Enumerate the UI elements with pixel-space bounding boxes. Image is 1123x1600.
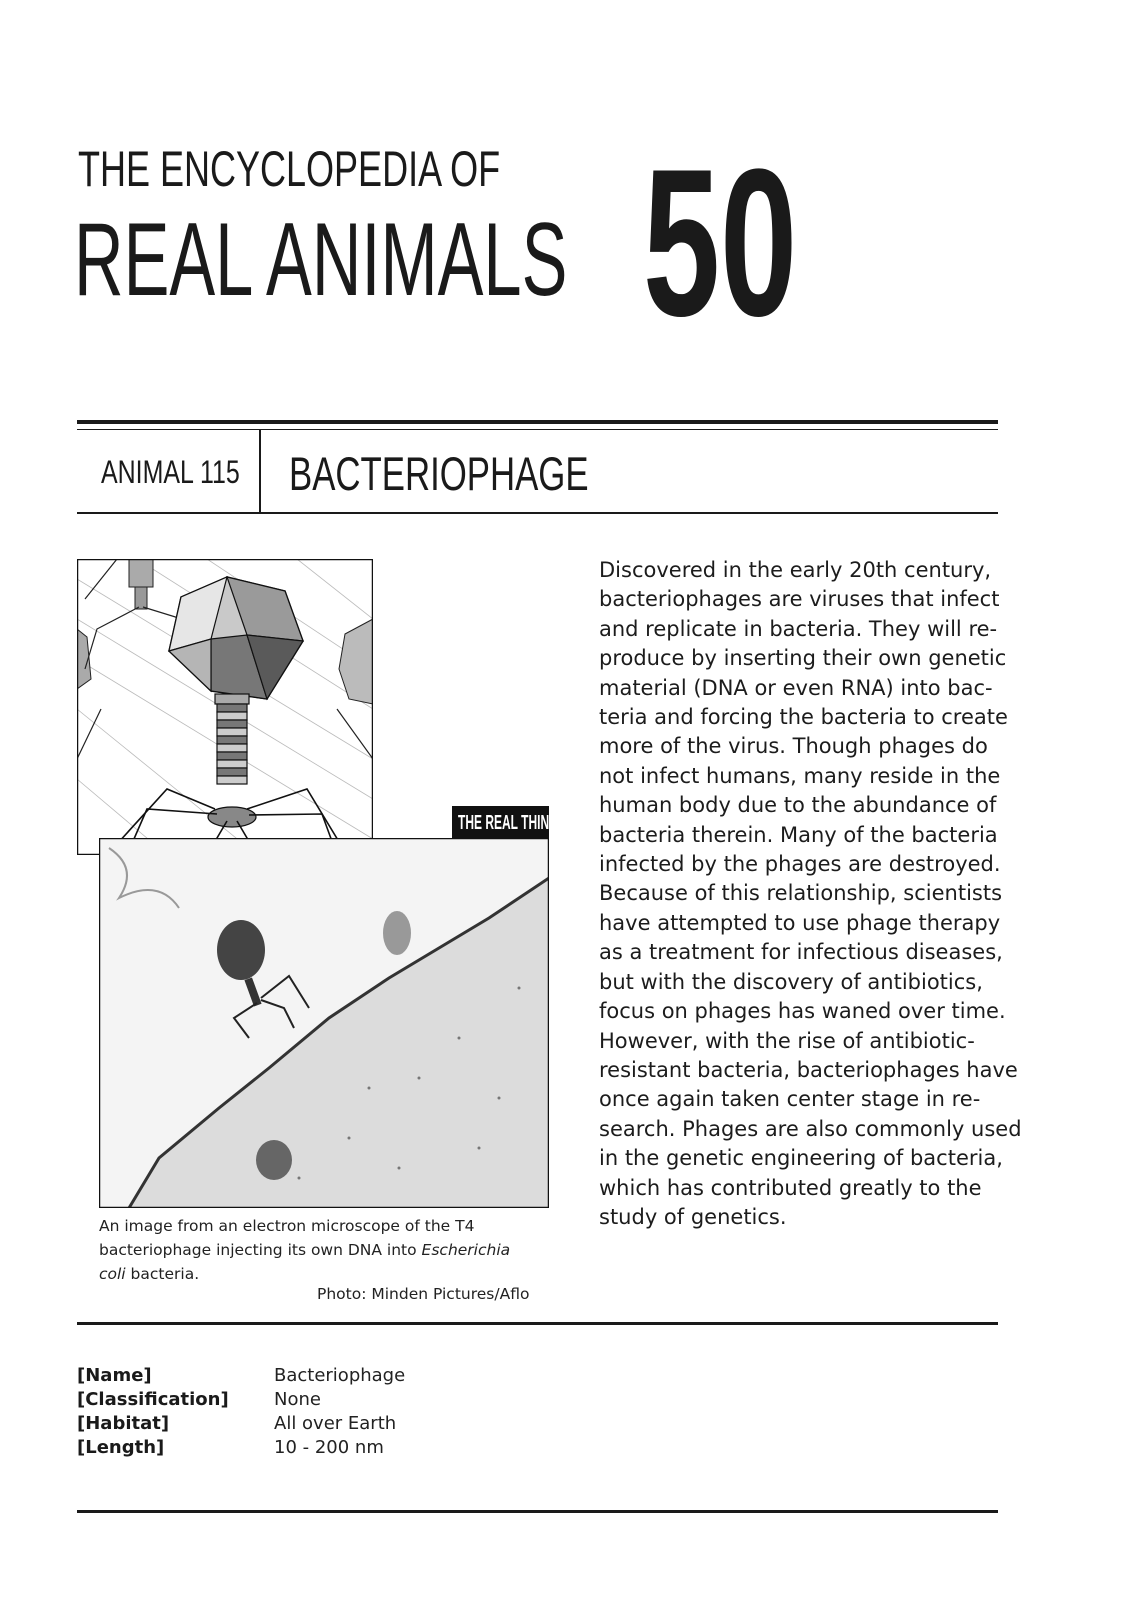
- body-line: search. Phages are also commonly used: [599, 1116, 1022, 1141]
- caption-end: bacteria.: [125, 1265, 200, 1283]
- title-line-2: REAL ANIMALS: [74, 202, 568, 318]
- stat-value: None: [274, 1389, 321, 1410]
- title-number: 50: [643, 125, 798, 360]
- stat-label: [Name]: [77, 1365, 152, 1386]
- stat-label: [Habitat]: [77, 1413, 170, 1434]
- body-line: in the genetic engineering of bacteria,: [599, 1146, 1003, 1171]
- stat-value: All over Earth: [274, 1413, 397, 1434]
- caption-text: An image from an electron microscope of the T4 bacteriophage injecting its own DNA into: [99, 1217, 475, 1259]
- stat-label: [Length]: [77, 1437, 165, 1458]
- body-line: once again taken center stage in re-: [599, 1087, 981, 1112]
- bacteriophage-illustration: [77, 559, 373, 855]
- body-line: focus on phages has waned over time.: [599, 999, 1006, 1024]
- stat-row-length: [77, 1437, 677, 1461]
- real-thing-label: THE REAL THING: [458, 812, 559, 834]
- animal-name: BACTERIOPHAGE: [289, 447, 589, 500]
- body-line: Because of this relationship, scientists: [599, 881, 1003, 906]
- body-line: resistant bacteria, bacteriophages have: [599, 1057, 1018, 1082]
- body-line: material (DNA or even RNA) into bac-: [599, 675, 993, 700]
- body-line: bacteria therein. Many of the bacteria: [599, 822, 998, 847]
- animal-number: ANIMAL 115: [101, 454, 240, 490]
- photo-credit: Photo: Minden Pictures/Aflo: [317, 1285, 530, 1303]
- stat-value: Bacteriophage: [274, 1365, 406, 1386]
- body-text: [599, 556, 1022, 1232]
- stats-rule-top: [77, 1322, 998, 1325]
- body-line: which has contributed greatly to the: [599, 1175, 982, 1200]
- stat-row-classification: [77, 1389, 677, 1413]
- body-line: However, with the rise of antibiotic-: [599, 1028, 975, 1053]
- header-divider: [259, 430, 261, 513]
- electron-microscope-photo: [99, 838, 549, 1208]
- body-line: bacteriophages are viruses that infect: [599, 587, 1000, 612]
- body-line: Discovered in the early 20th century,: [599, 558, 992, 582]
- header-rule-thin: [77, 429, 998, 430]
- stat-value: 10 - 200 nm: [274, 1437, 384, 1458]
- body-line: more of the virus. Though phages do: [599, 734, 988, 759]
- body-line: but with the discovery of antibiotics,: [599, 969, 983, 994]
- header-rule-bottom: [77, 512, 998, 514]
- body-line: study of genetics.: [599, 1204, 787, 1229]
- stats-rule-bottom: [77, 1510, 998, 1513]
- photo-caption: [99, 1214, 539, 1286]
- stat-row-habitat: [77, 1413, 677, 1437]
- caption-species: Escherichia coli: [99, 1241, 511, 1283]
- body-line: teria and forcing the bacteria to create: [599, 705, 1008, 730]
- body-line: produce by inserting their own genetic: [599, 646, 1007, 671]
- body-line: infected by the phages are destroyed.: [599, 852, 1001, 877]
- real-thing-tag: [452, 806, 559, 839]
- header-rule-thick: [77, 420, 998, 424]
- title-line-1: THE ENCYCLOPEDIA OF: [78, 141, 501, 197]
- body-line: have attempted to use phage therapy: [599, 910, 1001, 935]
- stat-row-name: [77, 1365, 677, 1389]
- body-line: as a treatment for infectious diseases,: [599, 940, 1003, 965]
- body-line: and replicate in bacteria. They will re-: [599, 616, 998, 641]
- stat-label: [Classification]: [77, 1389, 229, 1410]
- body-line: not infect humans, many reside in the: [599, 763, 1001, 788]
- body-line: human body due to the abundance of: [599, 793, 997, 818]
